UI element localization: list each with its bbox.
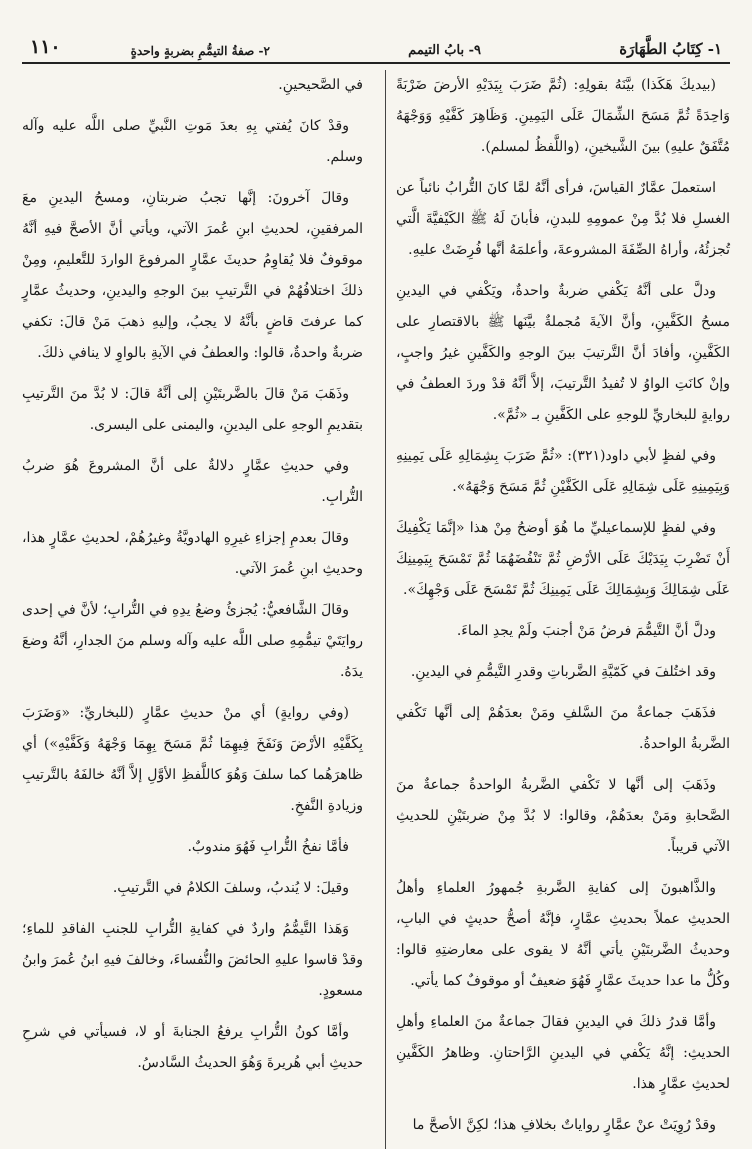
- paragraph: (بيديكَ هَكَذا) بيَّنَهُ بقولِهِ: (ثُمَّ ضَرَبَ بِيَدَيْهِ الأرضَ ضَرْبَةً وَاحِدَةً ثُمَّ مَسَحَ الشِّمَالَ عَلَى اليَمِينِ. وَظَاهِرَ كَفَّيْهِ وَوَجْهَهُ مُتَّفَقٌ عليهِ) بينَ الشَّيخينِ، (واللَّفظُ لمسلم).: [396, 77, 730, 155]
- paragraph: وقد اختُلفَ في كَمّيَّةِ الضَّرباتِ وقدرِ التَّيمُّمِ في اليدينِ.: [410, 664, 716, 680]
- header-left-group: [30, 36, 270, 58]
- paragraph: في الصَّحيحينِ.: [278, 77, 363, 93]
- book-title: ١- كِتَابُ الطَّهَارَة: [619, 40, 722, 58]
- text-columns: [22, 70, 730, 1149]
- paragraph: وذَهَبَ إلى أنَّها لا تَكْفي الضَّربةُ الواحدةُ جماعةٌ منَ الصَّحابةِ ومَنْ بعدَهُمْ، وقالوا: لا بُدَّ مِنْ ضربتَيْنِ للحديثِ الآتي قريباً.: [396, 777, 730, 855]
- paragraph: ودلَّ أنَّ التَّيمُّمَ فرضُ مَنْ أجنبَ ولَمْ يجدِ الماءَ.: [456, 623, 716, 639]
- chapter-title: ٩- بابُ التيمم: [408, 43, 482, 58]
- paragraph: والذَّاهبونَ إلى كفايةِ الضَّربةِ جُمهورُ العلماءِ وأهلُ الحديثِ عملاً بحديثِ عمَّارٍ، فإنَّهُ أصحُّ حديثٍ في البابِ، وحديثُ الضَّربتَيْنِ يأتي أنَّهُ لا يقوى على معارضتِهِ قالوا: وكُلُّ ما عدا حديثَ عمَّارٍ فَهُوَ ضعيفٌ أو موقوفٌ كما يأتي.: [396, 880, 730, 989]
- page-header: [22, 36, 730, 64]
- paragraph: وفي حديثِ عمَّارٍ دلالةٌ على أنَّ المشروعَ هُوَ ضربُ التُّرابِ.: [22, 458, 363, 505]
- paragraph: وأمَّا كونُ التُّرابِ يرفعُ الجنابةَ أو لا، فسيأتي في شرحِ حديثِ أبي هُريرةَ وَهُوَ الحديثُ السَّادسُ.: [22, 1024, 363, 1071]
- section-title: ٢- صفةُ التيمُّمِ بضربةٍ واحدةٍ: [130, 44, 270, 58]
- paragraph: وفي لفظٍ لأبي داود(٣٢١): «ثُمَّ ضَرَبَ بِشِمَالِهِ عَلَى يَمِينِهِ وَبِيَمِينِهِ عَلَى شِمَالِهِ عَلَى الكَفَّيْنِ ثُمَّ مَسَحَ وَجْهَهُ».: [396, 448, 730, 495]
- paragraph: وقالَ الشَّافعيُّ: يُجزئُ وضعُ يدِهِ في التُّرابِ؛ لأنَّ في إحدى روايَتَيْ تيمُّمِهِ صلى اللَّه عليه وآله وسلم منَ الجدارِ، أنَّهُ وضعَ يدَهُ.: [22, 602, 363, 680]
- paragraph: ودلَّ على أنَّهُ يَكْفي ضربةٌ واحدةٌ، ويَكْفي في اليدينِ مسحُ الكَفَّينِ، وأنَّ الآيةَ مُجملةٌ بيَّنَها ﷺ بالاقتصارِ على الكَفَّينِ، وأفادَ أنَّ التَّرتيبَ بينَ الوجهِ والكَفَّينِ غيرُ واجبٍ، وإنْ كانَتِ الواوُ لا تُفيدُ التَّرتيبَ، إلاَّ أنَّهُ قدْ وردَ العطفُ في روايةٍ للبخاريِّ للوجهِ على الكَفَّينِ بـ «ثُمَّ».: [396, 283, 730, 423]
- paragraph: وذَهَبَ مَنْ قالَ بالضَّربتَيْنِ إلى أنَّهُ قالَ: لا بُدَّ منَ التَّرتيبِ بتقديمِ الوجهِ على اليدينِ، واليمنى على اليسرى.: [22, 386, 363, 433]
- paragraph: وقدْ رُوِيَتْ عنْ عمَّارٍ رواياتٌ بخلافِ هذا؛ لكِنَّ الأصحَّ ما: [412, 1117, 716, 1133]
- paragraph: (وفي روايةٍ) أي منْ حديثِ عمَّارٍ (للبخاريِّ: «وَضَرَبَ بِكَفَّيْهِ الأرْضَ وَنَفَخَ فِيهِمَا ثُمَّ مَسَحَ بِهِمَا وَجْهَهُ وَكَفَّيْهِ») أي ظاهرَهُما كما سلفَ وَهُوَ كاللَّفظِ الأوَّلِ إلاَّ أنَّهُ خالفَهُ بالتَّرتيبِ وزيادةِ النَّفخِ.: [22, 705, 363, 814]
- paragraph: وقدْ كانَ يُفتي بِهِ بعدَ مَوتِ النَّبيِّ صلى اللَّه عليه وآله وسلم.: [22, 118, 363, 165]
- left-column: [22, 70, 367, 1149]
- paragraph: فذَهَبَ جماعةٌ منَ السَّلفِ ومَنْ بعدَهُمْ إلى أنَّها تَكْفي الضَّربةُ الواحدةُ.: [396, 705, 730, 752]
- paragraph: وقالَ بعدمِ إجزاءِ غيرِهِ الهادويَّةُ وغيرُهُمْ، لحديثِ عمَّارٍ هذا، وحديثِ ابنِ عُمرَ الآتي.: [22, 530, 363, 577]
- paragraph: وفي لفظٍ للإسماعيليِّ ما هُوَ أوضحُ مِنْ هذا «إنَّمَا يَكْفِيكَ أَنْ تَضْرِبَ بِيَدَيْكَ عَلَى الأرْضِ ثُمَّ تَنْفُضَهُمَا ثُمَّ تَمْسَحَ بِيَمِينِكَ عَلَى شِمَالِكَ وَبِشِمَالِكَ عَلَى يَمِينِكَ ثُمَّ تَمْسَحَ عَلَى وَجْهِكَ».: [396, 520, 730, 598]
- paragraph: استعملَ عمَّارٌ القياسَ، فرأى أنَّهُ لمَّا كانَ التُّرابُ نائباً عن الغسلِ فلا بُدَّ مِنْ عمومِهِ للبدنِ، فأبانَ لَهُ ﷺ الكَيْفيَّةَ الَّتي تُجزئُهُ، وأراهُ الصِّفَةَ المشروعةَ، وأعلمَهُ أنَّها فُرِضَتْ عليهِ.: [396, 180, 730, 258]
- paragraph: وقيلَ: لا يُندبُ، وسلفَ الكلامُ في التَّرتيبِ.: [112, 880, 349, 896]
- paragraph: وأمَّا قدرُ ذلكَ في اليدينِ فقالَ جماعةٌ منَ العلماءِ وأهلِ الحديثِ: إنَّهُ يَكْفي في اليدينِ الرَّاحتانِ. وظاهرُ الكَفَّينِ لحديثِ عمَّارٍ هذا.: [396, 1014, 730, 1092]
- paragraph: فأمَّا نفخُ التُّرابِ فَهُوَ مندوبٌ.: [187, 839, 349, 855]
- paragraph: وقالَ آخرونَ: إنَّها تجبُ ضربتانِ، ومسحُ اليدينِ معَ المرفقينِ، لحديثِ ابنِ عُمرَ الآتي، ويأتي أنَّ الأصحَّ فيهِ أنَّهُ موقوفٌ فلا يُقاوِمُ حديثَ عمَّارٍ المرفوعَ الواردَ للتَّعليمِ، ومِنْ ذلكَ اختلافُهُمْ في التَّرتيبِ بينَ الوجهِ واليدينِ، وحديثُ عمَّارٍ كما عرفتَ قاضٍ بأنَّهُ لا يجبُ، وإليهِ ذهبَ مَنْ قالَ: تكفي ضربةٌ واحدةٌ، قالوا: والعطفُ في الآيةِ بالواوِ لا ينافي ذلكَ.: [22, 190, 363, 361]
- page-number: ١١٠: [30, 36, 61, 58]
- right-column: [385, 70, 730, 1149]
- paragraph: وَهَذا التَّيمُّمُ واردٌ في كفايةِ التُّرابِ للجنبِ الفاقدِ للماءِ؛ وقدْ قاسوا عليهِ الحائضَ والنُّفساءَ، وخالفَ فيهِ ابنُ عُمرَ وابنُ مسعودٍ.: [22, 921, 363, 999]
